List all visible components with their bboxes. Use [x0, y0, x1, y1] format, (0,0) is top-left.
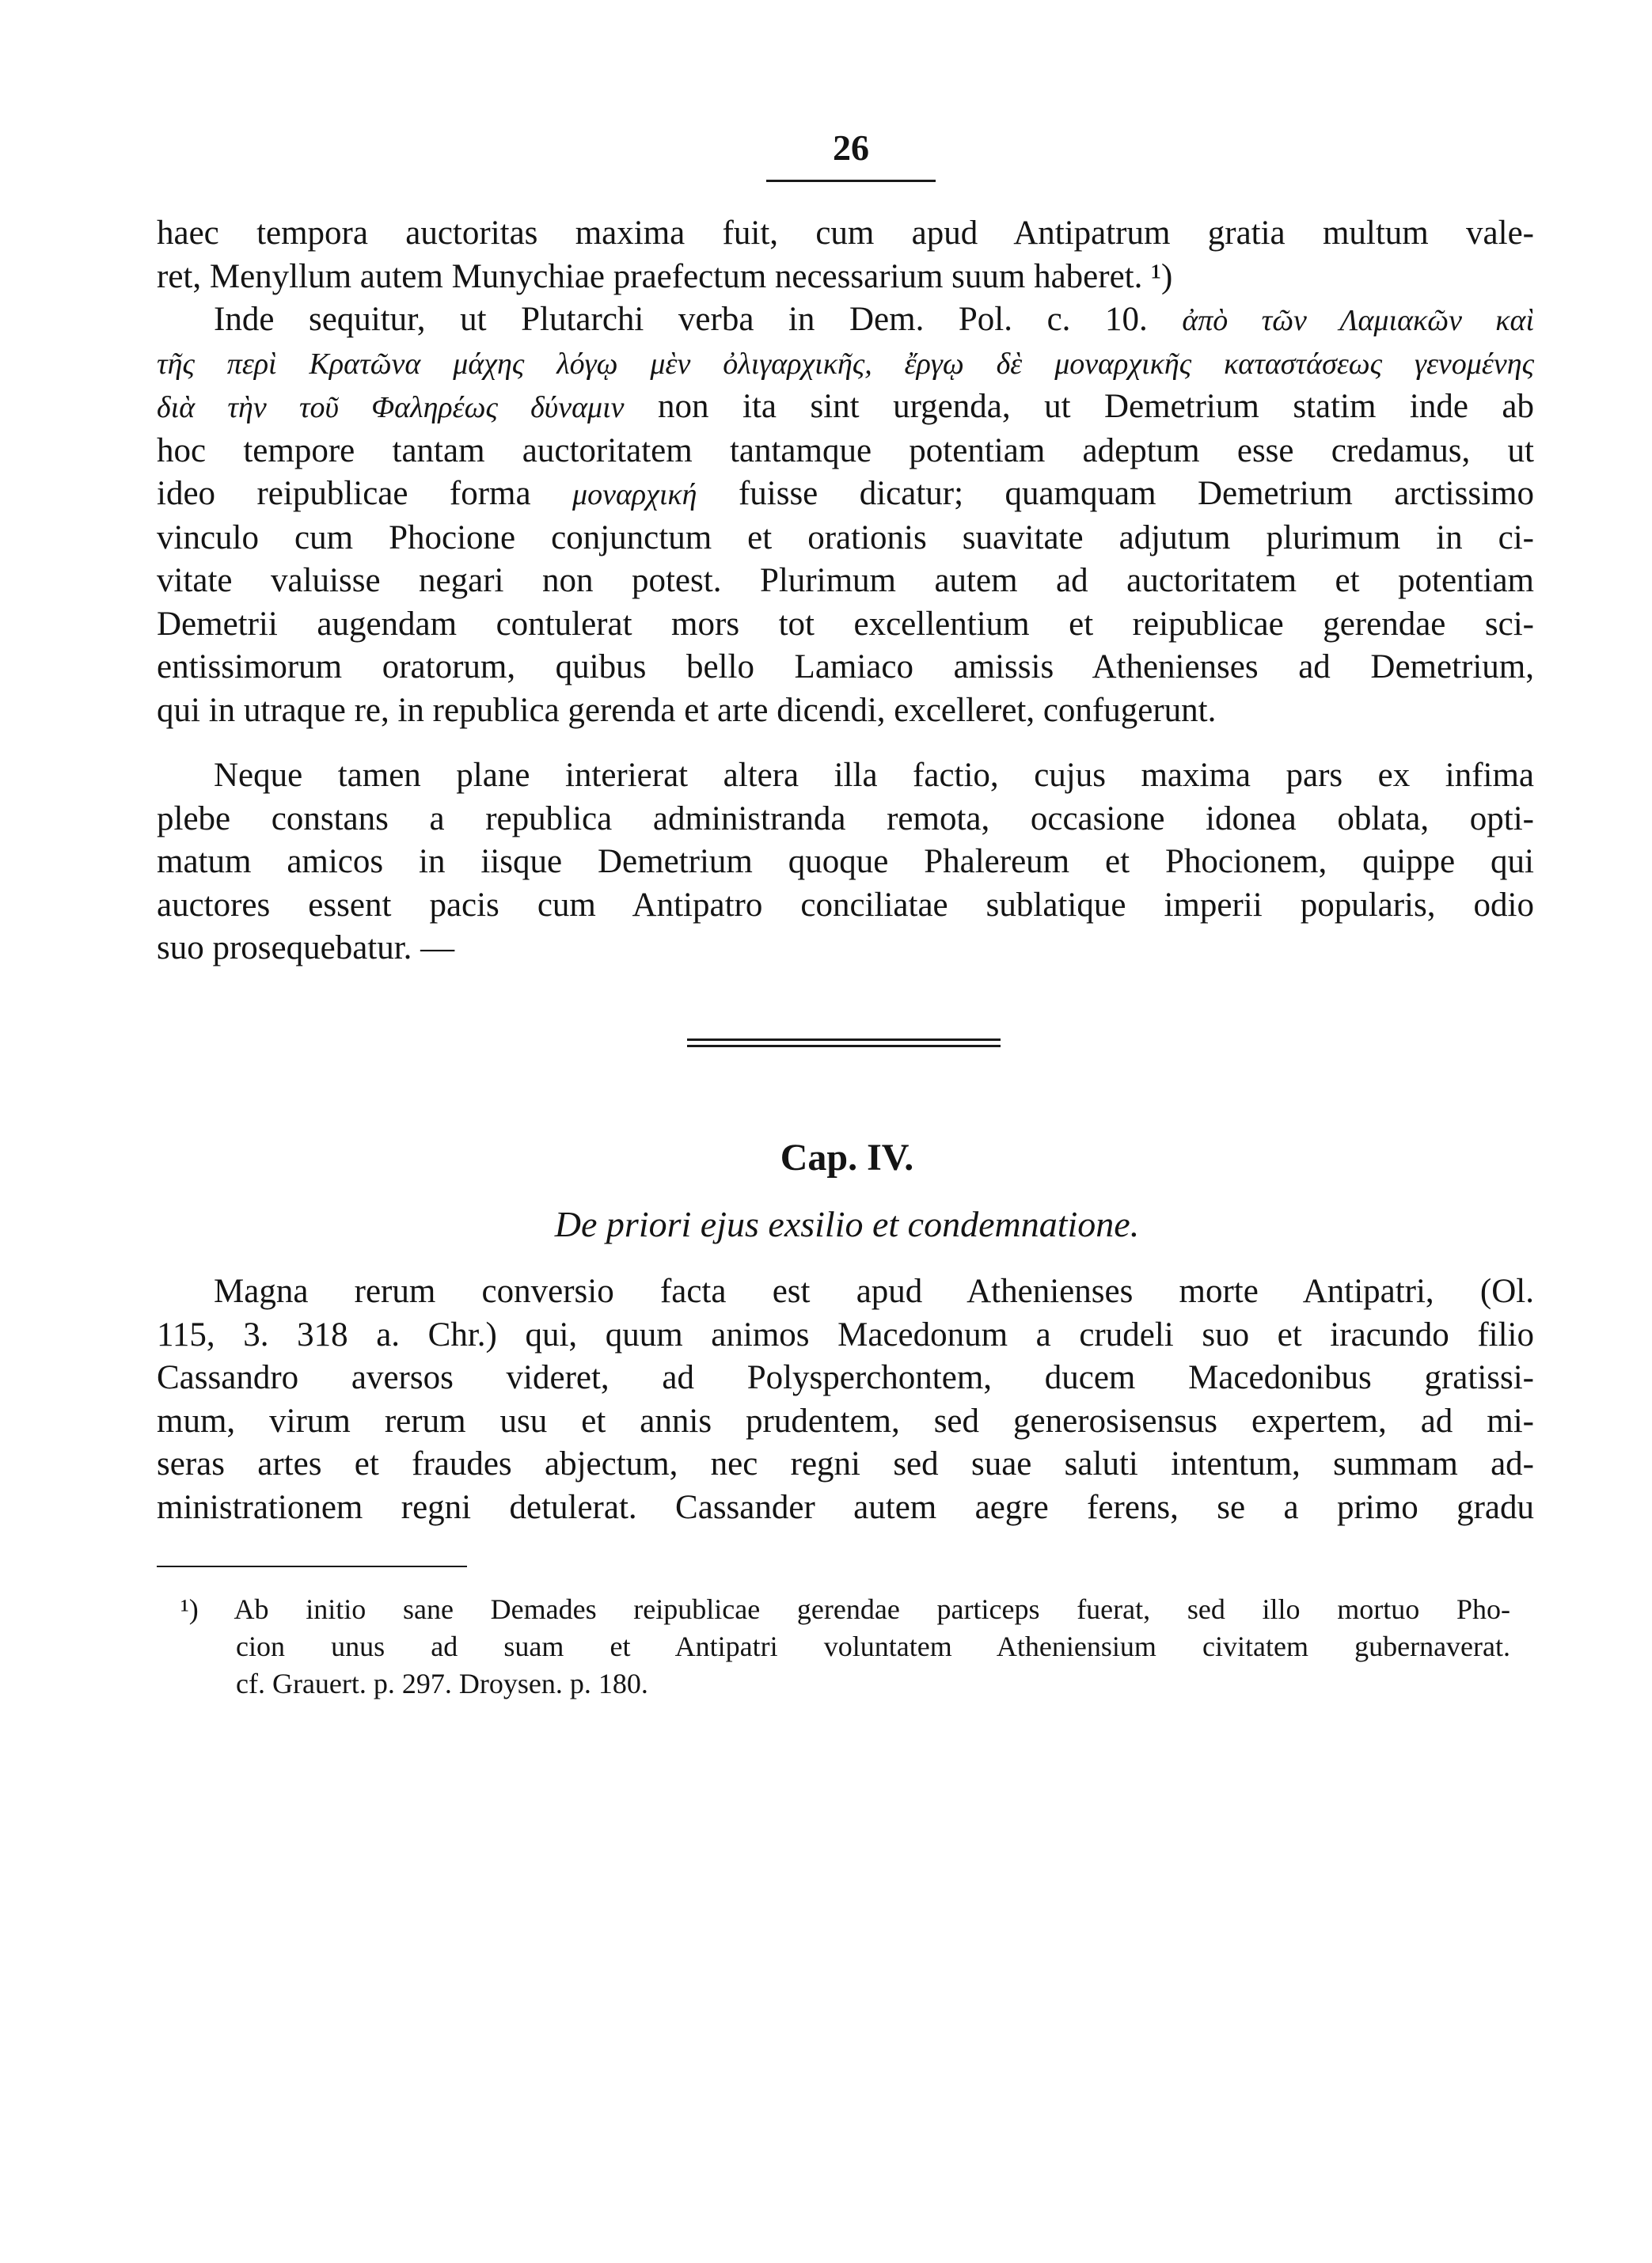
- text-line: Magna rerum conversio facta est apud Athenienses morte Antipatri, (Ol.: [214, 1273, 1534, 1310]
- text-line: matum amicos in iisque Demetrium quoque Phalereum et Phocionem, quippe qui: [157, 843, 1534, 880]
- text-line: seras artes et fraudes abjectum, nec regni sed suae saluti intentum, summam ad-: [157, 1445, 1534, 1483]
- body-text-upper: [157, 212, 1534, 732]
- greek-quotation-line: τῆς περὶ Κρατῶνα μάχης λόγῳ μὲν ὀλιγαρχικῆς, ἔργῳ δὲ μοναρχικῆς καταστάσεως γενομένης: [157, 347, 1534, 381]
- text-line: mum, virum rerum usu et annis prudentem, sed generosisensus expertem, ad mi-: [157, 1402, 1534, 1440]
- latin-text: fuisse dicatur; quamquam Demetrium arctissimo: [738, 475, 1534, 512]
- text-line: entissimorum oratorum, quibus bello Lamiaco amissis Athenienses ad Demetrium,: [157, 648, 1534, 685]
- text-line: vinculo cum Phocione conjunctum et orationis suavitate adjutum plurimum in ci-: [157, 518, 1534, 556]
- header-rule: [766, 180, 936, 182]
- text-line: suo prosequebatur. —: [157, 929, 455, 966]
- greek-quotation: ἀπὸ τῶν Λαμιακῶν καὶ: [1182, 304, 1535, 337]
- latin-text: Inde sequitur, ut Plutarchi verba in Dem. Pol. c. 10.: [214, 301, 1148, 338]
- text-line: Cassandro aversos videret, ad Polysperchontem, ducem Macedonibus gratissi-: [157, 1359, 1534, 1396]
- page-number: 26: [833, 127, 869, 168]
- footnote-line: ¹) Ab initio sane Demades reipublicae gerendae particeps fuerat, sed illo mortuo Pho-: [180, 1593, 1510, 1625]
- body-text-chapter: [157, 1270, 1534, 1529]
- text-line: Demetrii augendam contulerat mors tot excellentium et reipublicae gerendae sci-: [157, 605, 1534, 643]
- section-rule-bottom: [687, 1045, 1001, 1047]
- text-line: ret, Menyllum autem Munychiae praefectum necessarium suum haberet. ¹): [157, 257, 1173, 295]
- text-line: haec tempora auctoritas maxima fuit, cum apud Antipatrum gratia multum vale-: [157, 215, 1534, 252]
- text-line: plebe constans a republica administranda remota, occasione idonea oblata, opti-: [157, 799, 1534, 837]
- text-line: [157, 473, 1534, 517]
- body-text-middle: [157, 754, 1534, 970]
- footnote-line: cion unus ad suam et Antipatri voluntatem Atheniensium civitatem gubernaverat.: [236, 1631, 1510, 1662]
- text-line: Neque tamen plane interierat altera illa factio, cujus maxima pars ex infima: [214, 757, 1534, 794]
- text-line: auctores essent pacis cum Antipatro conciliatae sublatique imperii popularis, odio: [157, 886, 1534, 924]
- text-line: ministrationem regni detulerat. Cassander autem aegre ferens, se a primo gradu: [157, 1488, 1534, 1526]
- footnote-line: cf. Grauert. p. 297. Droysen. p. 180.: [236, 1668, 648, 1699]
- text-line: vitate valuisse negari non potest. Plurimum autem ad auctoritatem et potentiam: [157, 562, 1534, 599]
- footnote-rule: [157, 1566, 467, 1567]
- latin-text: non ita sint urgenda, ut Demetrium statim inde ab: [658, 388, 1535, 425]
- greek-quotation: μοναρχική: [572, 478, 697, 511]
- greek-quotation: διὰ τὴν τοῦ Φαληρέως δύναμιν: [157, 391, 625, 424]
- latin-text: ideo reipublicae forma: [157, 475, 531, 512]
- section-rule-top: [687, 1038, 1001, 1041]
- text-line: hoc tempore tantam auctoritatem tantamque potentiam adeptum esse credamus, ut: [157, 431, 1534, 469]
- text-line: qui in utraque re, in republica gerenda et arte dicendi, excelleret, confugerunt.: [157, 691, 1217, 729]
- text-line: [157, 298, 1534, 343]
- text-line: 115, 3. 318 a. Chr.) qui, quum animos Macedonum a crudeli suo et iracundo filio: [157, 1316, 1534, 1354]
- text-line: [157, 385, 1534, 430]
- footnotes: [180, 1591, 1510, 1703]
- chapter-title: Cap. IV.: [780, 1137, 914, 1179]
- chapter-subtitle: De priori ejus exsilio et condemnatione.: [554, 1204, 1140, 1244]
